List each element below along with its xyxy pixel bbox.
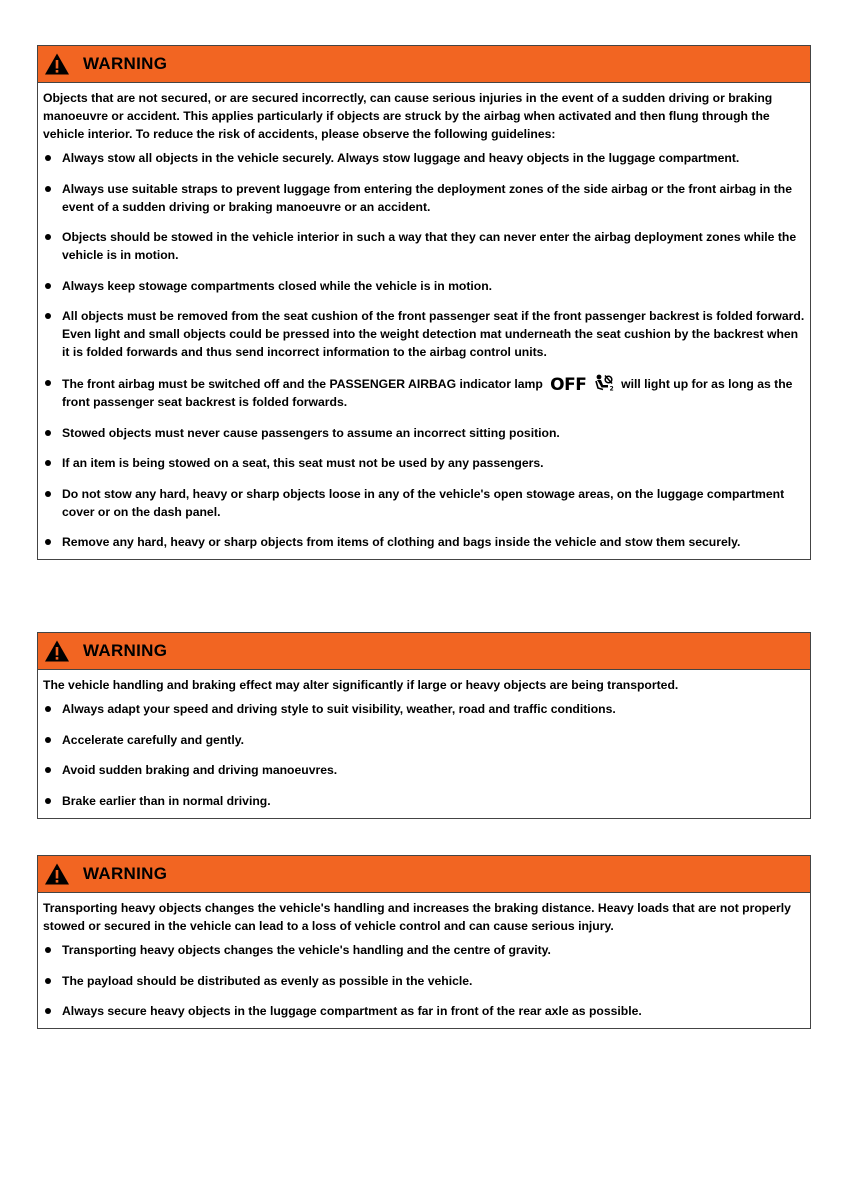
warning-box-3	[37, 855, 811, 1029]
warning-triangle-icon	[44, 52, 70, 76]
warning-intro: The vehicle handling and braking effect may alter significantly if large or heavy objects are being transported.	[43, 678, 679, 692]
list-item: Avoid sudden braking and driving manoeuvres.	[43, 761, 806, 779]
list-item-text-before: The front airbag must be switched off and the PASSENGER AIRBAG indicator lamp	[62, 376, 543, 391]
warning-box-1	[37, 45, 811, 560]
warning-intro: Transporting heavy objects changes the vehicle's handling and increases the braking distance. Heavy loads that are not properly stowed or secured in the vehicle can lead to a loss of vehicle control and can cause serious injury.	[43, 901, 791, 933]
warning-body	[38, 670, 810, 818]
svg-text:2: 2	[609, 385, 614, 391]
list-item: Remove any hard, heavy or sharp objects from items of clothing and bags inside the vehicle and stow them securely.	[43, 533, 806, 551]
list-item: Always secure heavy objects in the luggage compartment as far in front of the rear axle as possible.	[43, 1002, 806, 1020]
guideline-list	[43, 700, 806, 810]
warning-body	[38, 893, 810, 1028]
list-item: Always adapt your speed and driving style to suit visibility, weather, road and traffic conditions.	[43, 700, 806, 718]
warning-intro: Objects that are not secured, or are secured incorrectly, can cause serious injuries in the event of a sudden driving or braking manoeuvre or accident. This applies particularly if objects are struck by the airbag when activated and then flung through the vehicle interior. To reduce the risk of accidents, please observe the following guidelines:	[43, 91, 773, 141]
guideline-list	[43, 149, 806, 551]
warning-triangle-icon	[44, 862, 70, 886]
list-item	[43, 374, 806, 411]
warning-title: WARNING	[83, 54, 168, 73]
list-item: Transporting heavy objects changes the vehicle's handling and the centre of gravity.	[43, 941, 806, 959]
list-item: All objects must be removed from the seat cushion of the front passenger seat if the front passenger backrest is folded forward. Even light and small objects could be pressed into the weight detection mat underneath the seat cushion by the backrest when it is folded forwards and thus send incorrect information to the airbag control units.	[43, 307, 806, 361]
list-item: Do not stow any hard, heavy or sharp objects loose in any of the vehicle's open stowage areas, on the luggage compartment cover or on the dash panel.	[43, 485, 806, 521]
warning-title: WARNING	[83, 641, 168, 660]
passenger-airbag-icon	[594, 374, 614, 391]
guideline-list	[43, 941, 806, 1020]
list-item: Always use suitable straps to prevent luggage from entering the deployment zones of the side airbag or the front airbag in the event of a sudden driving or braking manoeuvre or an accident.	[43, 180, 806, 216]
list-item: The payload should be distributed as evenly as possible in the vehicle.	[43, 972, 806, 990]
warning-triangle-icon	[44, 639, 70, 663]
list-item: Stowed objects must never cause passengers to assume an incorrect sitting position.	[43, 424, 806, 442]
warning-box-2	[37, 632, 811, 819]
list-item: If an item is being stowed on a seat, this seat must not be used by any passengers.	[43, 454, 806, 472]
list-item: Objects should be stowed in the vehicle interior in such a way that they can never enter the airbag deployment zones while the vehicle is in motion.	[43, 228, 806, 264]
warning-header	[38, 856, 810, 893]
warning-header	[38, 46, 810, 83]
list-item: Brake earlier than in normal driving.	[43, 792, 806, 810]
airbag-off-lamp-text: OFF	[550, 374, 587, 395]
list-item: Accelerate carefully and gently.	[43, 731, 806, 749]
list-item: Always keep stowage compartments closed while the vehicle is in motion.	[43, 277, 806, 295]
warning-body	[38, 83, 810, 559]
warning-title: WARNING	[83, 864, 168, 883]
warning-header	[38, 633, 810, 670]
list-item: Always stow all objects in the vehicle securely. Always stow luggage and heavy objects in the luggage compartment.	[43, 149, 806, 167]
list-item-text-after: will light up for as long as the front passenger seat backrest is folded forwards.	[62, 376, 793, 409]
